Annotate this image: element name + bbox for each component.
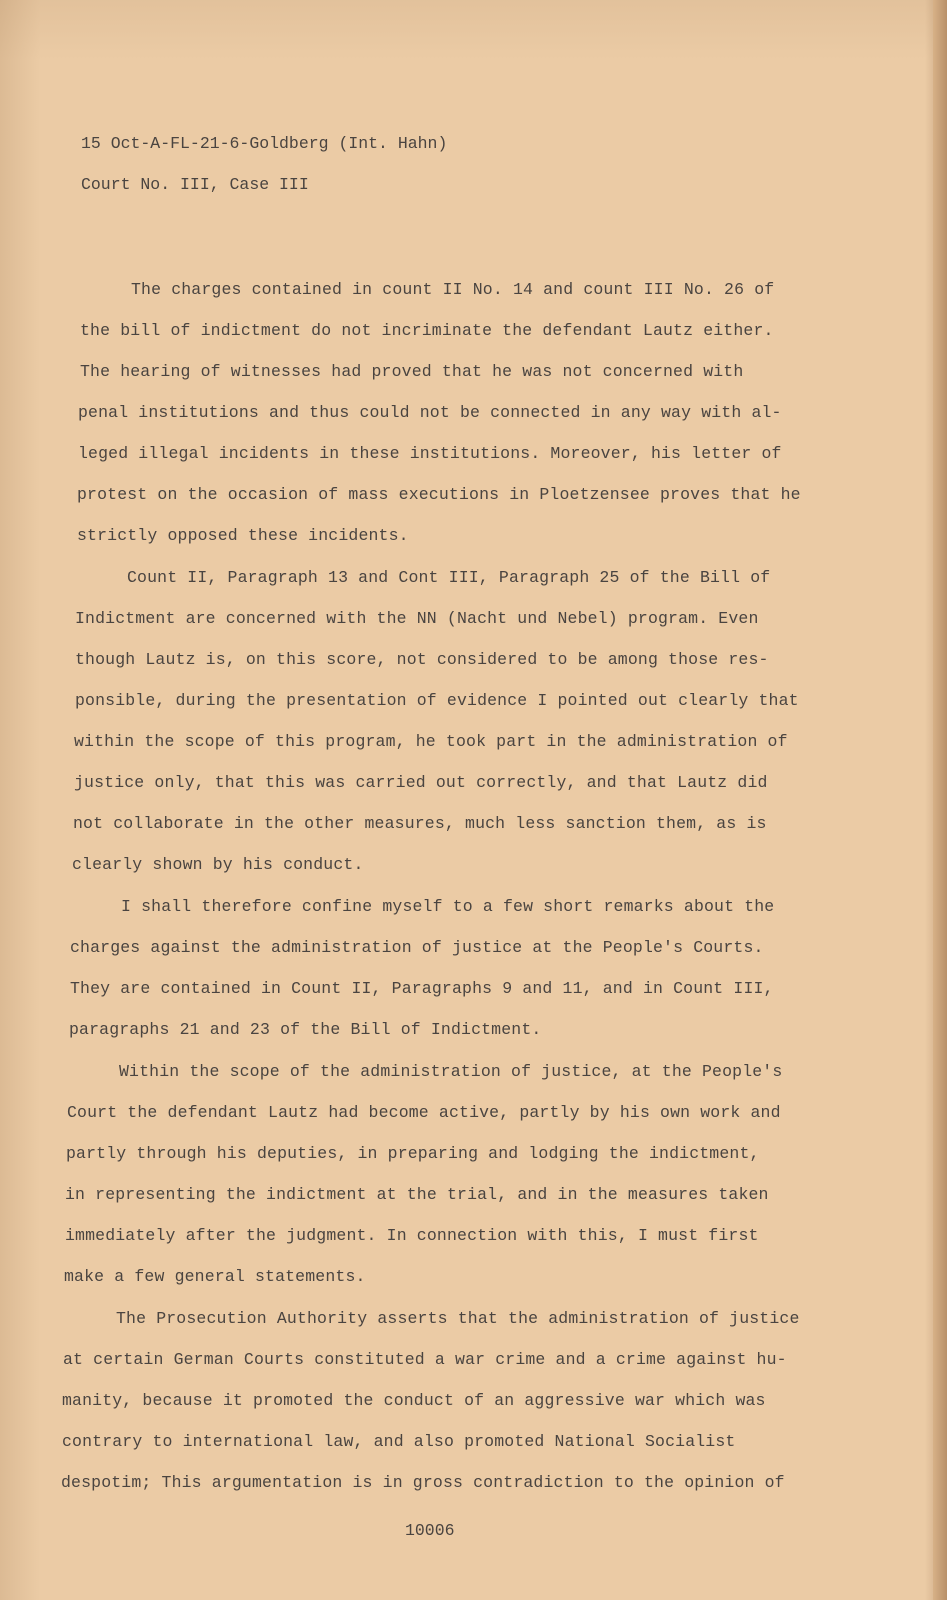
text-line: strictly opposed these incidents. [77,526,409,545]
text-line: leged illegal incidents in these institutions. Moreover, his letter of [78,444,782,463]
text-line: They are contained in Count II, Paragraphs 9 and 11, and in Count III, [70,979,774,998]
text-line: make a few general statements. [64,1267,366,1286]
text-line: protest on the occasion of mass executions in Ploetzensee proves that he [77,485,801,504]
text-line: manity, because it promoted the conduct of an aggressive war which was [62,1391,766,1410]
text-line: despotim; This argumentation is in gross contradiction to the opinion of [61,1473,785,1492]
text-line: The hearing of witnesses had proved that he was not concerned with [80,362,744,381]
text-line: in representing the indictment at the trial, and in the measures taken [65,1185,769,1204]
text-line: ponsible, during the presentation of evidence I pointed out clearly that [75,691,799,710]
text-line: justice only, that this was carried out correctly, and that Lautz did [74,773,768,792]
text-line: paragraphs 21 and 23 of the Bill of Indictment. [69,1020,542,1039]
court-case-line: Court No. III, Case III [81,175,309,194]
text-line: at certain German Courts constituted a war crime and a crime against hu- [63,1350,787,1369]
text-line: Indictment are concerned with the NN (Nacht und Nebel) program. Even [75,609,759,628]
text-line: not collaborate in the other measures, much less sanction them, as is [73,814,767,833]
text-line: contrary to international law, and also promoted National Socialist [62,1432,736,1451]
text-line: though Lautz is, on this score, not considered to be among those res- [75,650,769,669]
text-line: I shall therefore confine myself to a few short remarks about the [121,897,775,916]
text-line: partly through his deputies, in preparing and lodging the indictment, [66,1144,760,1163]
text-line: charges against the administration of justice at the People's Courts. [70,938,764,957]
text-line: the bill of indictment do not incriminate the defendant Lautz either. [80,321,774,340]
text-line: The charges contained in count II No. 14 and count III No. 26 of [131,280,775,299]
document-reference: 15 Oct-A-FL-21-6-Goldberg (Int. Hahn) [81,134,448,153]
text-line: Within the scope of the administration of justice, at the People's [119,1062,783,1081]
text-line: immediately after the judgment. In connection with this, I must first [65,1226,759,1245]
text-line: penal institutions and thus could not be connected in any way with al- [78,403,782,422]
text-line: within the scope of this program, he took part in the administration of [74,732,788,751]
text-line: Count II, Paragraph 13 and Cont III, Paragraph 25 of the Bill of [127,568,771,587]
text-line: clearly shown by his conduct. [72,855,364,874]
text-line: Court the defendant Lautz had become active, partly by his own work and [67,1103,781,1122]
page-edge [933,0,947,1600]
page-number: 10006 [405,1521,455,1540]
text-line: The Prosecution Authority asserts that the administration of justice [116,1309,800,1328]
